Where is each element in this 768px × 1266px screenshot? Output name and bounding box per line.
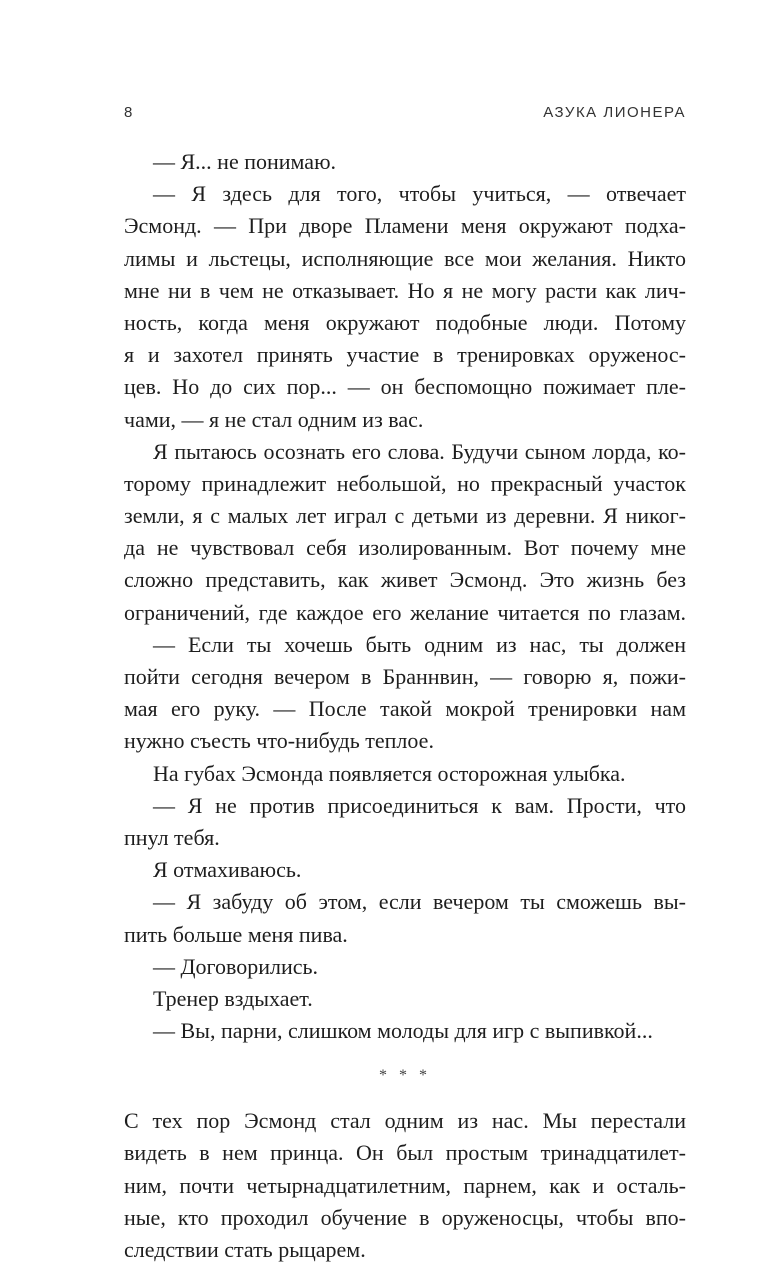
text-line: пить больше меня пива. xyxy=(124,921,348,947)
text-line: мне ни в чем не отказывает. Но я не могу расти как лич- xyxy=(124,277,686,303)
text-line: Я пытаюсь осознать его слова. Будучи сыном лорда, ко- xyxy=(153,438,686,464)
body-text xyxy=(124,146,686,1266)
text-line: цев. Но до сих пор... — он беспомощно пожимает пле- xyxy=(124,374,686,400)
text-line: — Договорились. xyxy=(153,953,319,979)
text-line: да не чувствовал себя изолированным. Вот почему мне xyxy=(124,535,686,561)
text-line: мая его руку. — После такой мокрой тренировки нам xyxy=(124,696,686,722)
text-line: земли, я с малых лет играл с детьми из деревни. Я никог- xyxy=(124,503,686,529)
text-line: я и захотел принять участие в тренировках оруженос- xyxy=(124,342,686,368)
text-line: — Я забуду об этом, если вечером ты сможешь вы- xyxy=(153,889,686,915)
text-line: пнул тебя. xyxy=(124,824,220,850)
text-line: На губах Эсмонда появляется осторожная улыбка. xyxy=(153,760,626,786)
section-separator: * * * xyxy=(379,1067,431,1085)
text-line: следствии стать рыцарем. xyxy=(124,1237,366,1262)
text-line: ограничений, где каждое его желание читается по глазам. xyxy=(124,599,686,625)
running-head: АЗУКА ЛИОНЕРА xyxy=(543,104,686,121)
text-line: ность, когда меня окружают подобные люди. Потому xyxy=(124,309,686,335)
text-line: — Я здесь для того, чтобы учиться, — отвечает xyxy=(153,181,686,207)
text-line: ним, почти четырнадцатилетним, парнем, как и осталь- xyxy=(124,1172,686,1198)
text-line: — Я... не понимаю. xyxy=(153,149,337,174)
text-line: — Если ты хочешь быть одним из нас, ты должен xyxy=(153,631,686,657)
text-line: С тех пор Эсмонд стал одним из нас. Мы перестали xyxy=(124,1108,686,1134)
text-line: — Вы, парни, слишком молоды для игр с выпивкой... xyxy=(153,1018,653,1044)
text-line: пойти сегодня вечером в Браннвин, — говорю я, пожи- xyxy=(124,664,686,689)
page-header xyxy=(124,104,686,124)
text-section-two xyxy=(124,1105,686,1266)
text-line: лимы и льстецы, исполняющие все мои желания. Никто xyxy=(124,245,686,271)
text-line: Тренер вздыхает. xyxy=(153,985,313,1011)
text-line: сложно представить, как живет Эсмонд. Это жизнь без xyxy=(124,567,686,593)
text-line: чами, — я не стал одним из вас. xyxy=(124,406,424,432)
text-line: торому принадлежит небольшой, но прекрасный участок xyxy=(124,470,686,496)
text-line: ные, кто проходил обучение в оруженосцы, чтобы впо- xyxy=(124,1204,686,1230)
text-line: Эсмонд. — При дворе Пламени меня окружают подха- xyxy=(124,213,686,239)
text-line: Я отмахиваюсь. xyxy=(153,857,302,883)
text-section-one xyxy=(124,146,686,1047)
page-number: 8 xyxy=(124,104,134,121)
text-line: видеть в нем принца. Он был простым тринадцатилет- xyxy=(124,1140,686,1166)
text-line: — Я не против присоединиться к вам. Прости, что xyxy=(153,792,686,818)
text-line: нужно съесть что-нибудь теплое. xyxy=(124,728,434,754)
